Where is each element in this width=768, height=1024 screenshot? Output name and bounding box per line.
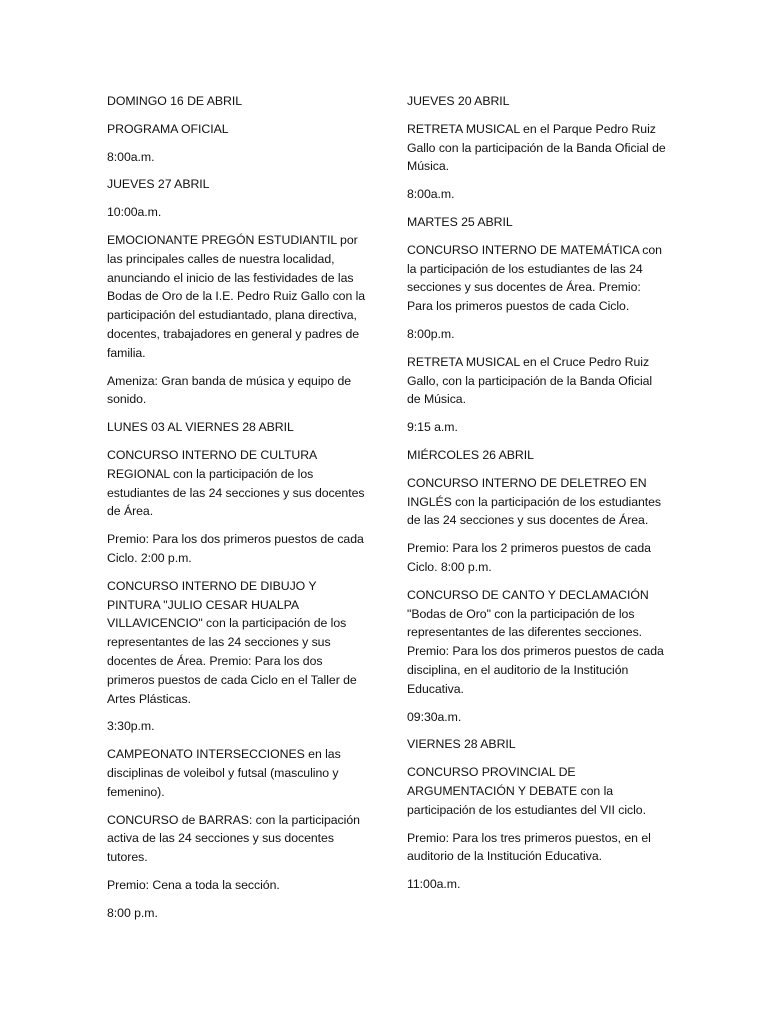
left-paragraph: 10:00a.m.	[107, 205, 162, 220]
left-paragraph: PROGRAMA OFICIAL	[107, 121, 229, 136]
left-paragraph: JUEVES 27 ABRIL	[107, 177, 210, 192]
right-paragraph: 9:15 a.m.	[407, 420, 458, 435]
right-paragraph: CONCURSO PROVINCIAL DE ARGUMENTACIÓN Y DEBATE con la participación de los estudiantes del VII ciclo.	[407, 765, 646, 817]
right-paragraph: VIERNES 28 ABRIL	[407, 737, 516, 752]
right-paragraph: 09:30a.m.	[407, 709, 462, 724]
right-paragraph: MARTES 25 ABRIL	[407, 214, 513, 229]
left-paragraph: CONCURSO de BARRAS: con la participación activa de las 24 secciones y sus docentes tutores.	[107, 812, 360, 865]
left-column	[107, 92, 369, 931]
left-paragraph: 8:00a.m.	[107, 149, 155, 164]
right-paragraph: Premio: Para los tres primeros puestos, en el auditorio de la Institución Educativa.	[407, 830, 651, 864]
left-paragraph: CAMPEONATO INTERSECCIONES en las disciplinas de voleibol y futsal (masculino y femenino).	[107, 747, 341, 799]
left-paragraph: CONCURSO INTERNO DE DIBUJO Y PINTURA "JULIO CESAR HUALPA VILLAVICENCIO" con la participación de los representantes de las 24 secciones y sus docentes de Área. Premio: Para los dos primeros puestos de cada Ciclo en el Taller de Artes Plásticas.	[107, 578, 357, 706]
right-paragraph: MIÉRCOLES 26 ABRIL	[407, 447, 534, 462]
right-paragraph: 8:00a.m.	[407, 187, 455, 202]
left-paragraph: EMOCIONANTE PREGÓN ESTUDIANTIL por las principales calles de nuestra localidad, anunciando el inicio de las festividades de las Bodas de Oro de la I.E. Pedro Ruiz Gallo con la participación del estudiantado, plana directiva, docentes, trabajadores en general y padres de familia.	[107, 232, 366, 360]
left-paragraph: 8:00 p.m.	[107, 905, 158, 920]
right-paragraph: 8:00p.m.	[407, 326, 455, 341]
left-paragraph: CONCURSO INTERNO DE CULTURA REGIONAL con la participación de los estudiantes de las 24 secciones y sus docentes de Área.	[107, 447, 365, 519]
right-paragraph: Premio: Para los 2 primeros puestos de cada Ciclo. 8:00 p.m.	[407, 541, 651, 574]
right-paragraph: CONCURSO DE CANTO Y DECLAMACIÓN "Bodas de Oro" con la participación de los representantes de las diferentes secciones. Premio: Para los dos primeros puestos de cada disciplina, en el auditorio de la Institución Educativa.	[407, 587, 664, 696]
right-paragraph: 11:00a.m.	[407, 877, 461, 892]
right-paragraph: CONCURSO INTERNO DE DELETREO EN INGLÉS con la participación de los estudiantes de las 24 secciones y sus docentes de Área.	[407, 475, 662, 528]
left-paragraph: Premio: Para los dos primeros puestos de cada Ciclo. 2:00 p.m.	[107, 532, 364, 565]
left-paragraph: DOMINGO 16 DE ABRIL	[107, 94, 243, 108]
left-paragraph: Premio: Cena a toda la sección.	[107, 877, 280, 892]
right-column	[407, 92, 669, 903]
left-paragraph: 3:30p.m.	[107, 719, 155, 734]
right-paragraph: RETRETA MUSICAL en el Parque Pedro Ruiz Gallo con la participación de la Banda Oficial de Música.	[407, 121, 666, 174]
right-paragraph: CONCURSO INTERNO DE MATEMÁTICA con la participación de los estudiantes de las 24 secciones y sus docentes de Área. Premio: Para los primeros puestos de cada Ciclo.	[407, 242, 662, 314]
right-paragraph: JUEVES 20 ABRIL	[407, 94, 510, 108]
right-paragraph: RETRETA MUSICAL en el Cruce Pedro Ruiz Gallo, con la participación de la Banda Oficial de Música.	[407, 354, 653, 407]
left-paragraph: LUNES 03 AL VIERNES 28 ABRIL	[107, 420, 294, 435]
left-paragraph: Ameniza: Gran banda de música y equipo de sonido.	[107, 373, 352, 407]
